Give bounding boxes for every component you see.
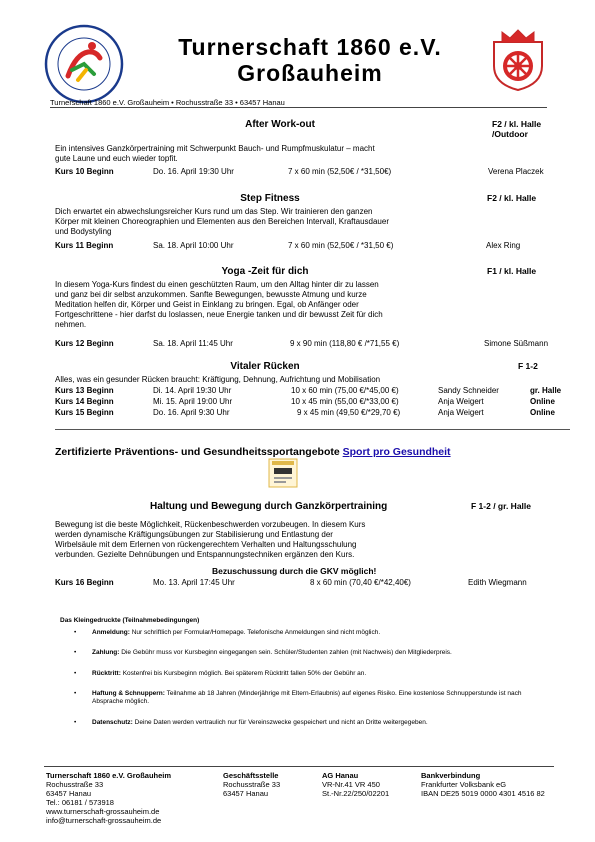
footer-divider [44,766,554,767]
desc-line: Körper mit kleinen Choreographien und Elementen aus den Bereichen Intervall, Kraftausdauer [55,217,389,226]
room-line: F2 / kl. Halle [492,119,542,129]
kurs-units: 7 x 60 min (52,50€ / *31,50 €) [288,241,394,250]
kurs-units: 9 x 90 min (118,80 € /*71,55 €) [290,339,400,348]
footer-line: 63457 Hanau [223,789,269,798]
kurs-trainer: Alex Ring [486,241,521,250]
header-divider [50,107,547,108]
kurs-units: 8 x 60 min (70,40 €/*42,40€) [310,578,411,587]
course-title-after-workout: After Work-out [245,119,315,130]
course-room-yoga: F1 / kl. Halle [487,266,537,276]
club-name-line2: Großauheim [237,60,383,87]
smallprint-label: Anmeldung: [92,629,130,636]
kurs-trainer: Edith Wiegmann [468,578,527,587]
desc-line: Fortgeschrittene - hier darfst du loslassen, neue Energie tanken und dir bewusst Zeit für dich [55,310,383,319]
kurs-date: Di. 14. April 19:30 Uhr [153,386,232,395]
kurs-label: Kurs 15 Beginn [55,408,114,417]
kurs-trainer: Anja Weigert [438,397,484,406]
section-divider [55,429,570,430]
smallprint-label: Datenschutz: [92,719,133,726]
kurs-trainer: Verena Placzek [488,167,544,176]
kurs-units: 9 x 45 min (49,50 €/*29,70 €) [297,408,401,417]
desc-line: In diesem Yoga-Kurs findest du einen geschützten Raum, um den Alltag hinter dir zu lassen [55,280,379,289]
kurs-trainer: Sandy Schneider [438,386,499,395]
footer-email-link[interactable]: info@turnerschaft-grossauheim.de [46,816,162,825]
kurs-label: Kurs 11 Beginn [55,241,114,250]
smallprint-text: Die Gebühr muss vor Kursbeginn eingegangen sein. Schüler/Studenten zahlen (mit Nachweis) den Mitgliederpreis. [119,649,452,656]
smallprint-label: Zahlung: [92,649,120,656]
footer-line: Geschäftsstelle [223,771,279,780]
kurs-place: Online [530,408,555,417]
footer-line: Bankverbindung [421,771,481,780]
desc-line: Meditation helfen dir, Körper und Geist in Einklang zu bringen. Egal, ob Anfänger oder [55,300,359,309]
kurs-place: gr. Halle [530,386,562,395]
footer-website-link[interactable]: www.turnerschaft-grossauheim.de [46,807,160,816]
footer-line: Rochusstraße 33 [223,780,281,789]
kurs-date: Sa. 18. April 11:45 Uhr [153,339,233,348]
kurs-date: Do. 16. April 9:30 Uhr [153,408,230,417]
footer-line: AG Hanau [322,771,359,780]
footer-line: St.-Nr.22/250/02201 [322,789,390,798]
sport-pro-gesundheit-badge [268,458,298,488]
smallprint-text: Kostenfrei bis Kursbeginn möglich. Bei späterem Rücktritt fallen 50% der Gebühr an. [120,670,367,677]
bullet-icon: • [74,670,77,677]
course-desc-after-workout [55,144,515,164]
gkv-subsidy-note: Bezuschussung durch die GKV möglich! [212,566,377,576]
kurs-label: Kurs 14 Beginn [55,397,114,406]
desc-line: verbunden. Gezielte Dehnübungen und Entspannungstechniken ergänzen den Kurs. [55,550,355,559]
club-logo [44,24,124,104]
kurs-date: Do. 16. April 19:30 Uhr [153,167,234,176]
course-title-yoga: Yoga -Zeit für dich [221,266,309,277]
kurs-units: 10 x 60 min (75,00 €/*45,00 €) [291,386,399,395]
desc-line: und Bodystyling [55,227,112,236]
footer-line: Tel.: 06181 / 573918 [46,798,114,807]
kurs-trainer: Anja Weigert [438,408,484,417]
course-room-vitaler-ruecken: F 1-2 [518,361,538,371]
footer-col-court [322,771,389,798]
course-room-step-fitness: F2 / kl. Halle [487,193,537,203]
bullet-icon: • [74,629,77,636]
club-name-line1: Turnerschaft 1860 e.V. [178,34,442,60]
desc-line: Dich erwartet ein abwechslungsreicher Kurs rund um das Step. Wir trainieren den ganzen [55,207,373,216]
sport-pro-gesundheit-link[interactable]: Sport pro Gesundheit [342,446,451,458]
course-desc-haltung [55,520,525,560]
kurs-label: Kurs 12 Beginn [55,339,114,348]
kurs-units: 10 x 45 min (55,00 €/*33,00 €) [291,397,399,406]
footer-line: VR-Nr.41 VR 450 [322,780,380,789]
certified-heading [55,446,451,458]
footer-col-office [223,771,280,798]
certified-text: Zertifizierte Präventions- und Gesundheitssportangebote [55,446,340,458]
course-room-after-workout [492,119,541,139]
footer-line: Frankfurter Volksbank eG [421,780,507,789]
kurs-date: Mo. 13. April 17:45 Uhr [153,578,235,587]
footer-line: 63457 Hanau [46,789,92,798]
kurs-date: Mi. 15. April 19:00 Uhr [153,397,233,406]
footer-col-club [46,771,171,825]
course-room-haltung: F 1-2 / gr. Halle [471,501,531,511]
kurs-label: Kurs 16 Beginn [55,578,114,587]
bullet-icon: • [74,649,77,656]
desc-line: Bewegung ist die beste Möglichkeit, Rückenbeschwerden vorzubeugen. In diesem Kurs [55,520,366,529]
course-title-vitaler-ruecken: Vitaler Rücken [230,361,300,372]
smallprint-item [74,629,544,637]
kurs-date: Sa. 18. April 10:00 Uhr [153,241,234,250]
smallprint-title: Das Kleingedruckte (Teilnahmebedingungen) [60,617,200,624]
bullet-icon: • [74,719,77,726]
kurs-label: Kurs 10 Beginn [55,167,114,176]
club-name [130,34,490,87]
course-desc-vitaler-ruecken: Alles, was ein gesunder Rücken braucht: Kräftigung, Dehnung, Aufrichtung und Mobilisation [55,375,381,384]
smallprint-text: Deine Daten werden vertraulich nur für Vereinszwecke gespeichert und nicht an Dritte weitergegeben. [132,719,428,726]
address-line: Turnerschaft 1860 e.V. Großauheim • Rochusstraße 33 • 63457 Hanau [50,98,285,107]
smallprint-item [74,670,544,678]
smallprint-label: Rücktritt: [92,670,121,677]
course-title-haltung: Haltung und Bewegung durch Ganzkörpertraining [150,501,388,512]
kurs-units: 7 x 60 min (52,50€ / *31,50€) [288,167,392,176]
kurs-label: Kurs 13 Beginn [55,386,114,395]
desc-line: werden dynamische Kräftigungsübungen zur Stabilisierung und Entlastung der [55,530,333,539]
smallprint-label: Haftung & Schnuppern: [92,690,165,697]
footer-line: Turnerschaft 1860 e.V. Großauheim [46,771,172,780]
desc-line: Wirbelsäule mit dem Erlernen von rückengerechtem Verhalten und Haltungsschulung [55,540,357,549]
smallprint-item [74,649,544,657]
desc-line: Ein intensives Ganzkörpertraining mit Schwerpunkt Bauch- und Rumpfmuskulatur – macht [55,144,375,153]
course-desc-step-fitness [55,207,525,237]
footer-col-bank [421,771,545,798]
course-desc-yoga [55,280,525,330]
desc-line: und ganz bei dir selbst anzukommen. Sanfte Bewegungen, bewusste Atmung und kurze [55,290,367,299]
room-line: /Outdoor [492,129,528,139]
smallprint-item [74,690,544,706]
kurs-trainer: Simone Süßmann [484,339,549,348]
smallprint-text: Nur schriftlich per Formular/Homepage. Telefonische Anmeldungen sind nicht möglich. [129,629,381,636]
footer-line: IBAN DE25 5019 0000 4301 4516 82 [421,789,545,798]
footer-line: Rochusstraße 33 [46,780,104,789]
city-crest [490,28,546,92]
smallprint-item [74,719,544,727]
course-title-step-fitness: Step Fitness [240,193,300,204]
smallprint-text: Teilnahme ab 18 Jahren (Minderjährige mit Eltern-Erlaubnis) auf eigenes Risiko. Eine kostenlose Schnupperstunde ist nach Absprache möglich. [92,690,522,705]
desc-line: nehmen. [55,320,87,329]
bullet-icon: • [74,690,77,697]
desc-line: gute Laune und euch wieder topfit. [55,154,178,163]
kurs-place: Online [530,397,555,406]
